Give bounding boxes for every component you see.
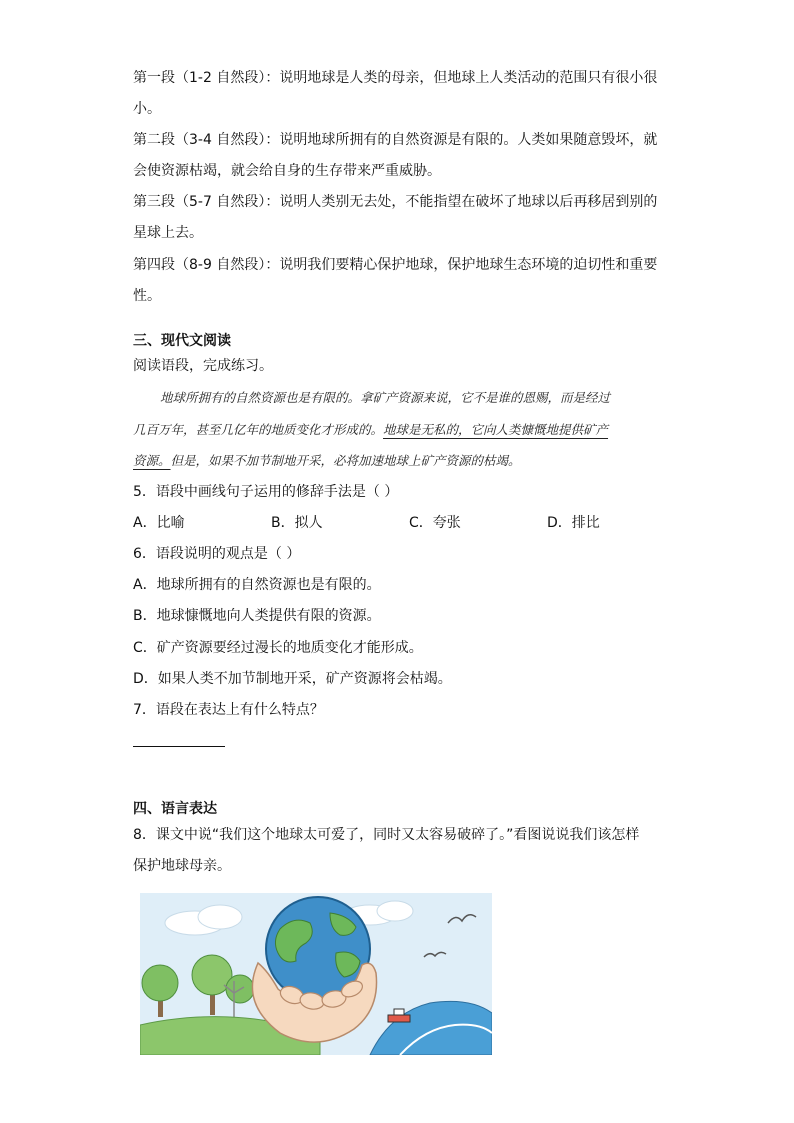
q6-option-b[interactable]: B．地球慷慨地向人类提供有限的资源。 [133, 608, 381, 624]
q6-option-d[interactable]: D．如果人类不加节制地开采，矿产资源将会枯竭。 [133, 671, 452, 687]
section3-instruction: 阅读语段，完成练习。 [133, 358, 273, 374]
summary-para4-line2: 性。 [133, 288, 161, 304]
q5-option-d[interactable]: D．排比 [547, 515, 600, 531]
summary-para3-line2: 星球上去。 [133, 225, 203, 241]
question-5: 5．语段中画线句子运用的修辞手法是（ ） [133, 484, 399, 500]
question-8-line2: 保护地球母亲。 [133, 858, 231, 874]
underlined-sentence-part1: 地球是无私的，它向人类慷慨地提供矿产 [383, 422, 609, 437]
summary-para4-line1: 第四段（8-9 自然段）：说明我们要精心保护地球，保护地球生态环境的迫切性和重要 [133, 257, 658, 273]
section3-heading: 三、现代文阅读 [133, 333, 231, 349]
passage-line1: 地球所拥有的自然资源也是有限的。拿矿产资源来说，它不是谁的恩赐，而是经过 [160, 390, 611, 405]
question-6: 6．语段说明的观点是（ ） [133, 546, 301, 562]
summary-para2-line1: 第二段（3-4 自然段）：说明地球所拥有的自然资源是有限的。人类如果随意毁坏，就 [133, 132, 658, 148]
underlined-sentence-part2: 资源。 [133, 453, 171, 468]
question-8-line1: 8．课文中说“我们这个地球太可爱了，同时又太容易破碎了。”看图说说我们该怎样 [133, 827, 640, 843]
summary-para1-line2: 小。 [133, 101, 161, 117]
section4-heading: 四、语言表达 [133, 801, 217, 817]
q6-option-c[interactable]: C．矿产资源要经过漫长的地质变化才能形成。 [133, 640, 423, 656]
passage-plain-text: 几百万年，甚至几亿年的地质变化才形成的。 [133, 422, 384, 437]
passage-line2 [133, 420, 663, 440]
summary-para3-line1: 第三段（5-7 自然段）：说明人类别无去处，不能指望在破坏了地球以后再移居到别的 [133, 194, 658, 210]
question-7: 7．语段在表达上有什么特点？ [133, 702, 324, 718]
q5-option-a[interactable]: A．比喻 [133, 515, 185, 531]
summary-para2-line2: 会使资源枯竭，就会给自身的生存带来严重威胁。 [133, 163, 441, 179]
passage-line3 [133, 451, 663, 471]
earth-in-hands-illustration [140, 893, 492, 1055]
passage-plain-text: 但是，如果不加节制地开采，必将加速地球上矿产资源的枯竭。 [170, 453, 521, 468]
q5-option-c[interactable]: C．夸张 [409, 515, 461, 531]
q6-option-a[interactable]: A．地球所拥有的自然资源也是有限的。 [133, 577, 381, 593]
illustration-svg [140, 893, 492, 1055]
q7-answer-blank[interactable] [133, 746, 225, 747]
q5-option-b[interactable]: B．拟人 [271, 515, 323, 531]
summary-para1-line1: 第一段（1-2 自然段）：说明地球是人类的母亲，但地球上人类活动的范围只有很小很 [133, 70, 658, 86]
